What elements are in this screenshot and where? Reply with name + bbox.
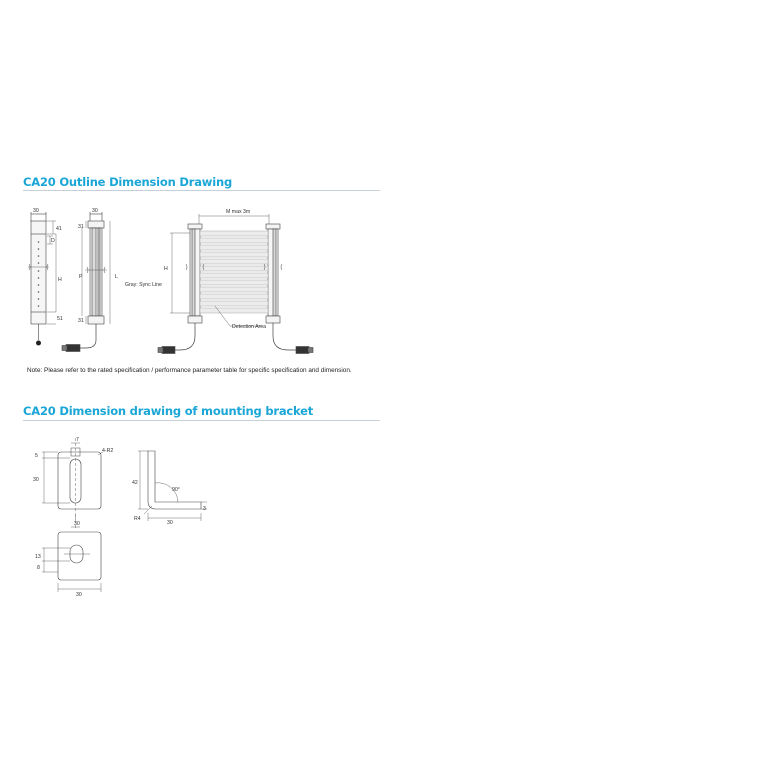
dim-3: 3 xyxy=(203,506,206,512)
dim-r4: R4 xyxy=(134,516,141,522)
dim-5: 5 xyxy=(35,453,38,459)
front-view xyxy=(28,212,56,346)
dimension-note: Note: Please refer to the rated specification / performance parameter table for specific specification and dimension. xyxy=(27,367,352,374)
dim-h-pair: H xyxy=(164,266,168,272)
dim-l: L xyxy=(115,274,118,280)
dim-13: 13 xyxy=(35,554,41,560)
dim-m-max: M max 3m xyxy=(226,209,251,215)
dim-p: P xyxy=(79,274,83,280)
dim-8: 8 xyxy=(37,565,40,571)
dim-30-top-height: 30 xyxy=(33,477,39,483)
pair-view xyxy=(158,214,313,354)
dim-41: 41 xyxy=(56,226,62,232)
bracket-bottom-view xyxy=(42,515,101,592)
dim-30-side: 30 xyxy=(167,520,173,526)
dim-30-bottom-width: 30 xyxy=(76,592,82,598)
section-title-outline: CA20 Outline Dimension Drawing xyxy=(23,175,232,189)
dim-side-width: 30 xyxy=(92,208,98,214)
dim-51: 51 xyxy=(57,316,63,322)
dim-7: 7 xyxy=(76,437,79,443)
angle-90: 90° xyxy=(172,487,180,493)
section-title-bracket: CA20 Dimension drawing of mounting bracket xyxy=(23,404,314,418)
side-view xyxy=(62,212,110,352)
dim-h: H xyxy=(58,277,62,283)
dim-31-bottom: 31 xyxy=(78,318,84,324)
dim-42: 42 xyxy=(132,480,138,486)
sync-line-label: Gray: Sync Line xyxy=(125,282,162,288)
dim-30-bottom-top: 30 xyxy=(74,521,80,527)
bracket-top-view xyxy=(42,438,103,520)
dim-31-top: 31 xyxy=(78,224,84,230)
dim-d: D xyxy=(51,238,55,244)
dim-front-width: 30 xyxy=(33,208,39,214)
bracket-side-view xyxy=(138,451,207,521)
dim-4-r2: 4-R2 xyxy=(102,448,114,454)
detection-area-label: Detection Area xyxy=(232,324,267,330)
